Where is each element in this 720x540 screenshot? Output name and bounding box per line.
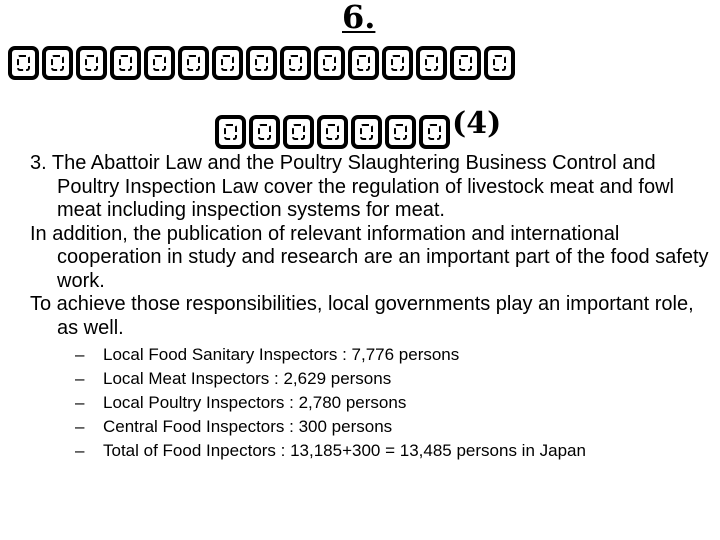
missing-glyph-icon (215, 115, 246, 149)
list-item (30, 415, 710, 439)
missing-glyph-icon (382, 46, 413, 80)
missing-glyph-icon (348, 46, 379, 80)
missing-glyph-icon (280, 46, 311, 80)
missing-glyph-icon (110, 46, 141, 80)
missing-glyph-icon (42, 46, 73, 80)
list-item-text: Local Poultry Inspectors : 2,780 persons (103, 393, 407, 412)
missing-glyph-icon (419, 115, 450, 149)
missing-glyph-icon (385, 115, 416, 149)
bullet-dash: – (75, 393, 85, 412)
bullet-dash: – (75, 369, 85, 388)
missing-glyph-icon (484, 46, 515, 80)
body-paragraph: To achieve those responsibilities, local governments play an important role, as well. (30, 293, 694, 339)
slide-number: 6. (342, 0, 376, 36)
body-paragraph: 3. The Abattoir Law and the Poultry Slaughtering Business Control and Poultry Inspection Law cover the regulation of livestock meat and fowl meat including inspection systems for meat. (30, 152, 674, 221)
missing-glyph-icon (450, 46, 481, 80)
missing-glyph-icon (178, 46, 209, 80)
list-item (30, 439, 710, 463)
title-glyphs-line-1 (8, 46, 518, 80)
title-glyphs-line-2 (215, 115, 453, 149)
list-item-text: Local Food Sanitary Inspectors : 7,776 persons (103, 345, 460, 364)
missing-glyph-icon (351, 115, 382, 149)
missing-glyph-icon (283, 115, 314, 149)
inspector-list (30, 343, 710, 463)
bullet-dash: – (75, 441, 85, 460)
missing-glyph-icon (246, 46, 277, 80)
title-suffix: (4) (452, 106, 502, 141)
list-item-text: Local Meat Inspectors : 2,629 persons (103, 369, 392, 388)
list-item (30, 391, 710, 415)
missing-glyph-icon (249, 115, 280, 149)
list-item-text: Central Food Inspectors : 300 persons (103, 417, 393, 436)
bullet-dash: – (75, 417, 85, 436)
slide-body (30, 152, 710, 463)
list-item (30, 343, 710, 367)
missing-glyph-icon (76, 46, 107, 80)
list-item (30, 367, 710, 391)
bullet-dash: – (75, 345, 85, 364)
missing-glyph-icon (212, 46, 243, 80)
missing-glyph-icon (144, 46, 175, 80)
missing-glyph-icon (317, 115, 348, 149)
list-item-text: Total of Food Inpectors : 13,185+300 = 13,485 persons in Japan (103, 441, 586, 460)
missing-glyph-icon (416, 46, 447, 80)
body-paragraph: In addition, the publication of relevant information and international cooperation in study and research are an important part of the food safety work. (30, 222, 709, 292)
missing-glyph-icon (314, 46, 345, 80)
missing-glyph-icon (8, 46, 39, 80)
